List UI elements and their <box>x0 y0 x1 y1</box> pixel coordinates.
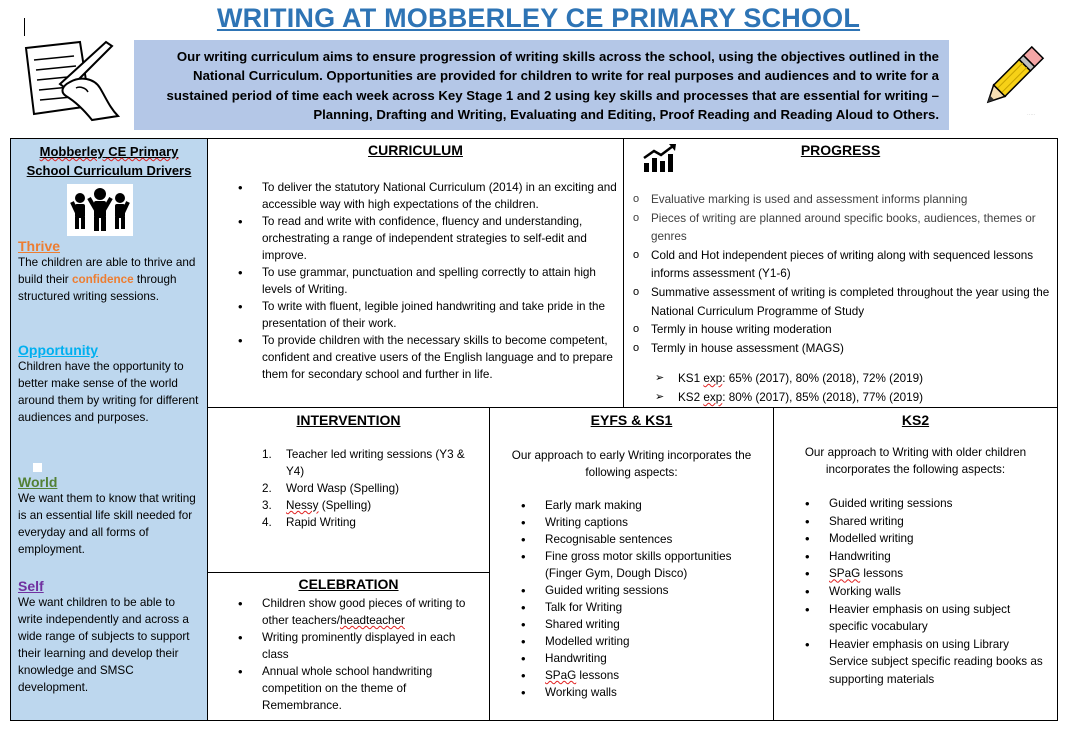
eyfs-item: • Fine gross motor skills opportunities (Finger Gym, Dough Disco) <box>545 548 765 582</box>
eyfs-item: • Shared writing <box>545 616 765 633</box>
opportunity-title: Opportunity <box>18 342 99 358</box>
progress-heading: PROGRESS <box>800 142 881 158</box>
progress-item: o Summative assessment of writing is completed throughout the year using the National Curriculum Programme of Study <box>651 284 1055 321</box>
ks2-item: • Modelled writing <box>829 530 1051 548</box>
intervention-item: 2. Word Wasp (Spelling) <box>262 482 400 495</box>
eyfs-item: • Talk for Writing <box>545 599 765 616</box>
progress-item: o Termly in house writing moderation <box>651 321 1055 340</box>
curriculum-item: • To write with fluent, legible joined handwriting and take pride in the presentation of their work. <box>262 298 618 332</box>
curriculum-item: • To deliver the statutory National Curriculum (2014) in an exciting and accessible way with high expectations of the children. <box>262 179 618 213</box>
world-title: World <box>18 474 58 490</box>
ks2-section <box>773 407 1058 721</box>
self-title: Self <box>18 578 44 594</box>
progress-item: o Pieces of writing are planned around specific books, audiences, themes or genres <box>651 210 1055 247</box>
watermark-mark: ····· <box>1027 112 1036 118</box>
eyfs-intro: Our approach to early Writing incorporates the following aspects: <box>511 449 752 479</box>
progress-list <box>651 191 1055 358</box>
intro-panel <box>134 40 949 130</box>
intervention-heading: INTERVENTION <box>296 412 401 428</box>
driver-self <box>18 578 202 696</box>
sidebar-heading-line2: School Curriculum Drivers <box>26 163 192 178</box>
eyfs-item: • Guided writing sessions <box>545 582 765 599</box>
intro-text: Our writing curriculum aims to ensure progression of writing skills across the school, using the objectives outlined in the National Curriculum. Opportunities are provided for children to write for real purposes and audiences and to write for a sustained period of time each week across Key Stage 1 and 2 using key skills and processes that are essential for writing – Planning, Drafting and Writing, Evaluating and Editing, Proof Reading and Reading Aloud to Others. <box>166 49 939 123</box>
eyfs-item: • Recognisable sentences <box>545 531 765 548</box>
self-text: We want children to be able to write independently and across a wide range of subjects to support their learning and develop their knowledge and SMSC development. <box>18 596 190 694</box>
ks2-item: • Guided writing sessions <box>829 495 1051 513</box>
curriculum-drivers-sidebar <box>10 138 208 721</box>
intervention-item: 4. Rapid Writing <box>262 516 356 529</box>
progress-item: o Cold and Hot independent pieces of writing along with sequenced lessons informs assessment (Y1-6) <box>651 247 1055 284</box>
ks2-list <box>829 495 1051 689</box>
driver-opportunity <box>18 342 200 426</box>
intervention-item: 1. Teacher led writing sessions (Y3 & Y4) <box>262 448 465 478</box>
progress-section <box>623 138 1058 408</box>
ks2-item: • Heavier emphasis on using Library Service subject specific reading books as supporting materials <box>829 636 1051 689</box>
sidebar-heading-line1: Mobberley CE Primary <box>39 144 179 159</box>
celebration-heading: CELEBRATION <box>298 576 399 592</box>
ks2-intro: Our approach to Writing with older children incorporates the following aspects: <box>804 446 1027 476</box>
world-text: We want them to know that writing is an essential life skill needed for everyday and all forms of employment. <box>18 492 196 556</box>
eyfs-item: • Modelled writing <box>545 633 765 650</box>
ks2-attainment: ➢ KS2 exp: 80% (2017), 85% (2018), 77% (2019) <box>678 388 1048 407</box>
curriculum-item: • To read and write with confidence, fluency and understanding, orchestrating a range of independent strategies to self-edit and improve. <box>262 213 618 264</box>
attainment-list <box>678 369 1048 407</box>
eyfs-item: • Working walls <box>545 684 765 701</box>
celebration-section <box>207 572 490 721</box>
thrive-text: The children are able to thrive and build their confidence through structured writing sessions. <box>18 256 196 303</box>
curriculum-list <box>262 179 618 383</box>
thrive-title: Thrive <box>18 238 61 254</box>
eyfs-list <box>545 497 765 701</box>
page-title: WRITING AT MOBBERLEY CE PRIMARY SCHOOL <box>216 3 861 33</box>
eyfs-item: • Writing captions <box>545 514 765 531</box>
sidebar-heading <box>11 142 207 180</box>
celebration-list <box>262 595 484 714</box>
curriculum-item: • To provide children with the necessary skills to become competent, confident and creative users of the English language and to prepare them for secondary school and further in life. <box>262 332 618 383</box>
eyfs-heading: EYFS & KS1 <box>590 412 673 428</box>
driver-world <box>18 474 200 558</box>
children-group-icon <box>67 184 133 236</box>
ks2-item: • Shared writing <box>829 513 1051 531</box>
intervention-section <box>207 407 490 573</box>
ks2-item: • SPaG lessons <box>829 565 1051 583</box>
progress-item: o Evaluative marking is used and assessment informs planning <box>651 191 1055 210</box>
celebration-item: • Children show good pieces of writing to other teachers/headteacher <box>262 595 484 629</box>
curriculum-section <box>207 138 624 408</box>
driver-thrive <box>18 238 200 305</box>
ks2-item: • Working walls <box>829 583 1051 601</box>
ks2-item: • Handwriting <box>829 548 1051 566</box>
small-square-mark <box>33 463 42 472</box>
progress-item: o Termly in house assessment (MAGS) <box>651 340 1055 359</box>
eyfs-ks1-section <box>489 407 774 721</box>
hand-writing-icon <box>20 36 120 122</box>
curriculum-item: • To use grammar, punctuation and spelling correctly to attain high levels of Writing. <box>262 264 618 298</box>
eyfs-item: • SPaG lessons <box>545 667 765 684</box>
curriculum-heading: CURRICULUM <box>368 142 463 158</box>
eyfs-item: • Early mark making <box>545 497 765 514</box>
intervention-list <box>262 446 478 531</box>
confidence-highlight: confidence <box>71 273 134 286</box>
pencil-icon <box>978 44 1046 112</box>
eyfs-item: • Handwriting <box>545 650 765 667</box>
celebration-item: • Annual whole school handwriting competition on the theme of Remembrance. <box>262 663 484 714</box>
ks2-heading: KS2 <box>901 412 930 428</box>
opportunity-text: Children have the opportunity to better make sense of the world around them by writing for different audiences and purposes. <box>18 360 199 424</box>
ks1-attainment: ➢ KS1 exp: 65% (2017), 80% (2018), 72% (2019) <box>678 369 1048 388</box>
intervention-item: 3. Nessy (Spelling) <box>262 499 372 512</box>
celebration-item: • Writing prominently displayed in each class <box>262 629 484 663</box>
ks2-item: • Heavier emphasis on using subject specific vocabulary <box>829 601 1051 636</box>
